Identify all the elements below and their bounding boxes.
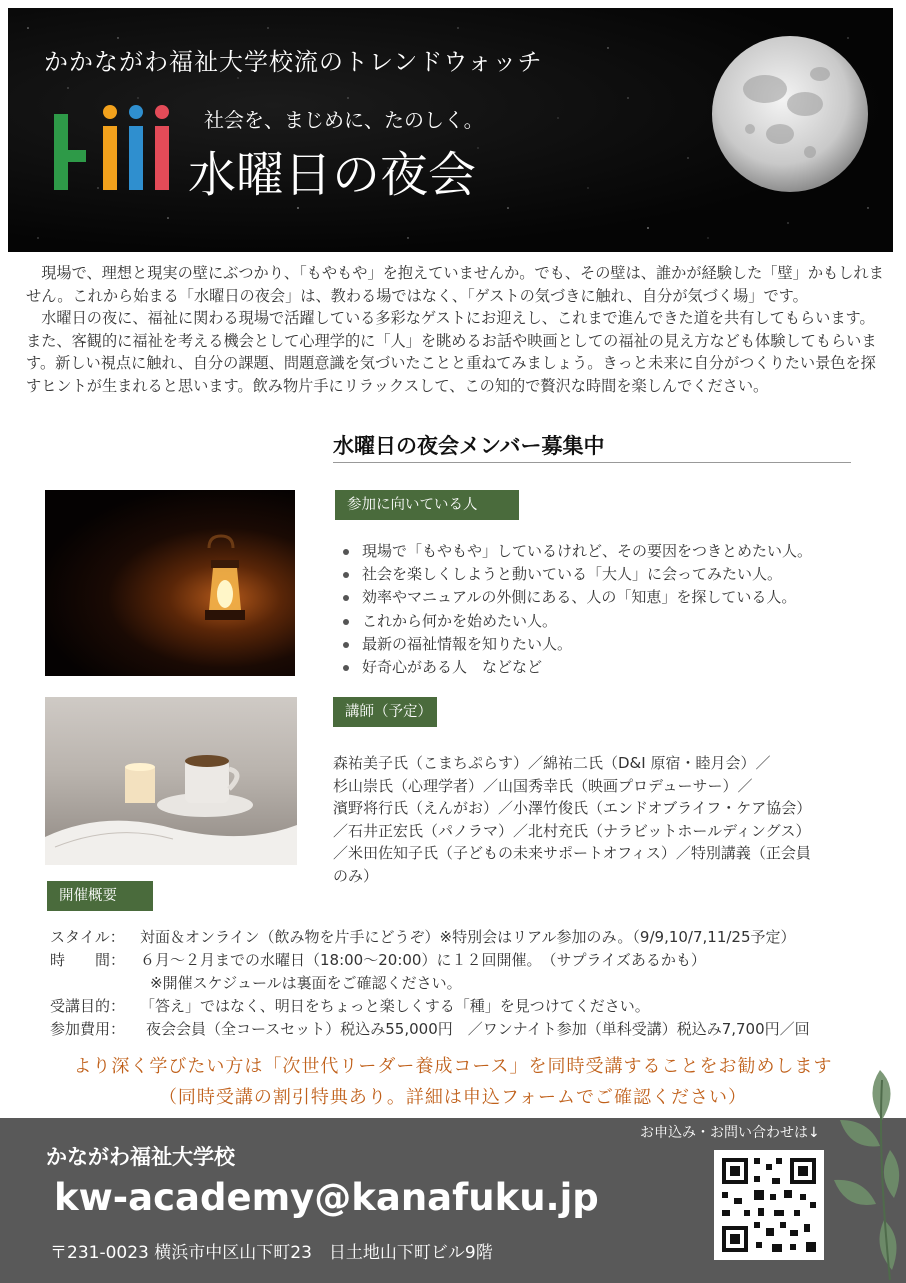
lecturers-tag: 講師（予定） bbox=[333, 697, 437, 727]
suitable-tag: 参加に向いている人 bbox=[335, 490, 519, 520]
qr-code-graphic bbox=[714, 1150, 824, 1260]
page-title: 水曜日の夜会 bbox=[188, 147, 477, 203]
lecturer-line: 杉山崇氏（心理学者）／山国秀幸氏（映画プロデューサー）／ bbox=[333, 776, 753, 795]
lecturers-list bbox=[333, 752, 893, 887]
qr-code-icon[interactable] bbox=[714, 1150, 824, 1260]
moon-image bbox=[710, 34, 870, 194]
fee-row bbox=[50, 1018, 810, 1041]
list-item: 現場で「もやもや」しているけれど、その要因をつきとめたい人。 bbox=[340, 540, 812, 563]
style-label: スタイル： bbox=[50, 928, 125, 946]
list-item: 好奇心がある人 などなど bbox=[340, 656, 812, 679]
lecturer-line: のみ） bbox=[333, 866, 379, 885]
recruit-heading: 水曜日の夜会メンバー募集中 bbox=[333, 434, 605, 458]
heading-divider bbox=[333, 462, 851, 463]
contact-label: お申込み・お問い合わせは↓ bbox=[640, 1125, 820, 1141]
lecturer-line: 森祐美子氏（こまちぷらす）／綿祐二氏（D&I 原宿・睦月会）／ bbox=[333, 754, 771, 772]
fee-value: 夜会会員（全コースセット）税込み55,000円 ／ワンナイト参加（単科受講）税込み7,700円／回 bbox=[146, 1020, 810, 1038]
header-tagline: かかながわ福祉大学校流のトレンドウォッチ bbox=[44, 48, 543, 76]
header-subtitle: 社会を、まじめに、たのしく。 bbox=[204, 108, 484, 132]
list-item: これから何かを始めたい人。 bbox=[340, 610, 812, 633]
address-text: 〒231-0023 横浜市中区山下町23 日土地山下町ビル9階 bbox=[50, 1243, 493, 1263]
lantern-photo bbox=[45, 490, 295, 676]
lecturer-line: ／米田佐知子氏（子どもの未来サポートオフィス）／特別講義（正会員 bbox=[333, 844, 811, 862]
purpose-label: 受講目的： bbox=[50, 997, 126, 1015]
lecturer-line: ／石井正宏氏（パノラマ）／北村充氏（ナラビットホールディングス） bbox=[333, 821, 811, 840]
fee-label: 参加費用： bbox=[50, 1020, 126, 1038]
lantern-icon bbox=[45, 490, 295, 676]
list-item: 社会を楽しくしようと動いている「大人」に会ってみたい人。 bbox=[340, 563, 812, 586]
suitable-list bbox=[340, 540, 812, 679]
list-item: 効率やマニュアルの外側にある、人の「知恵」を探している人。 bbox=[340, 586, 812, 609]
contact-email-link[interactable]: kw-academy@kanafuku.jp bbox=[54, 1176, 599, 1219]
purpose-row bbox=[50, 995, 810, 1018]
time-label: 時 間： bbox=[50, 951, 126, 969]
style-value: 対面＆オンライン（飲み物を片手にどうぞ）※特別会はリアル参加のみ。（9/9,10/7,11/25予定） bbox=[140, 928, 796, 946]
intro-paragraph-1: 現場で、理想と現実の壁にぶつかり、「もやもや」を抱えていませんか。でも、その壁は、誰かが経験した「壁」かもしれません。これから始まる「水曜日の夜会」は、教わる場ではなく、「ゲストの気づきに触れ、自分が気づく場」です。 bbox=[26, 264, 884, 305]
kiii-logo-icon bbox=[52, 104, 182, 194]
time-row bbox=[50, 949, 810, 972]
time-note: ※開催スケジュールは裏面をご確認ください。 bbox=[150, 974, 462, 992]
leaves-decoration-icon bbox=[820, 1060, 906, 1283]
coffee-cup-icon bbox=[45, 697, 297, 865]
overview-details bbox=[50, 926, 810, 1041]
list-item: 最新の福祉情報を知りたい人。 bbox=[340, 633, 812, 656]
school-name: かながわ福祉大学校 bbox=[46, 1145, 235, 1169]
intro-text bbox=[26, 262, 888, 397]
promo-line-2: （同時受講の割引特典あり。詳細は申込フォームでご確認ください） bbox=[158, 1087, 748, 1108]
promo-line-1: より深く学びたい方は「次世代リーダー養成コース」を同時受講することをお勧めします bbox=[73, 1056, 833, 1077]
style-row bbox=[50, 926, 810, 949]
time-value: ６月～２月までの水曜日（18:00～20:00）に１２回開催。 （サプライズあるかも） bbox=[140, 951, 706, 969]
intro-paragraph-2: 水曜日の夜に、福祉に関わる現場で活躍している多彩なゲストにお迎えし、これまで進んできた道を共有してもらいます。また、客観的に福祉を考える機会として心理学的に「人」を眺めるお話や映画としての福祉の見え方なども体験してもらいます。新しい視点に触れ、自分の課題、問題意識を気づいたことと重ねてみましょう。きっと未来に自分がつくりたい景色を探すヒントが生まれると思います。飲み物片手にリラックスして、この知的で贅沢な時間を楽しんでください。 bbox=[26, 309, 877, 395]
purpose-value: 「答え」ではなく、明日をちょっと楽しくする「種」を見つけてください。 bbox=[140, 997, 650, 1015]
coffee-book-photo bbox=[45, 697, 297, 865]
header-banner bbox=[8, 8, 893, 252]
lecturer-line: 濱野将行氏（えんがお）／小澤竹俊氏（エンドオブライフ・ケア協会） bbox=[333, 799, 812, 817]
overview-tag: 開催概要 bbox=[47, 881, 153, 911]
